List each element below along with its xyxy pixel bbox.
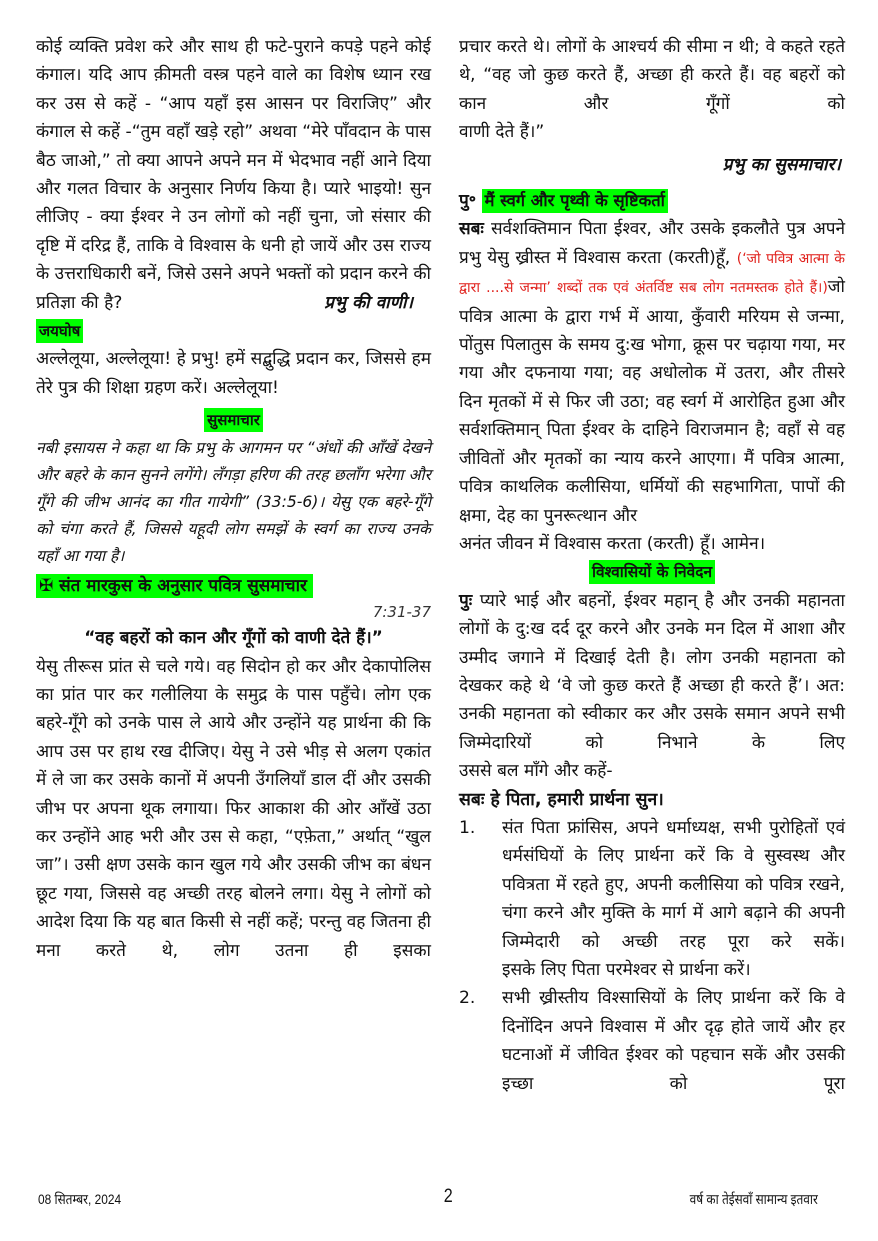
footer-date: 08 सितम्बर, 2024 bbox=[38, 1191, 122, 1207]
prayers-heading-row bbox=[459, 558, 845, 586]
intention-body bbox=[502, 984, 845, 1098]
gospel-continuation: प्रचार करते थे। लोगों के आश्चर्य की सीमा न थी; वे कहते रहते थे, “वह जो कुछ करते हैं, अच्छा ही करते हैं। वह बहरों को कान और गूँगों को bbox=[459, 37, 845, 114]
creed-text-1: सर्वशक्तिमान पिता ईश्वर, और उसके इकलौते पुत्र अपने प्रभु येसु ख्रीस्त में विश्वास करता (करती)हूँ, bbox=[459, 219, 845, 268]
prayers-response: सबः हे पिता, हमारी प्रार्थना सुन। bbox=[459, 789, 664, 810]
intention-text: संत पिता फ्रांसिस, अपने धर्माध्यक्ष, सभी पुरोहितों एवं धर्मसंघियों के लिए प्रार्थना करें कि वे सुस्वस्थ और पवित्रता में रहते हुए, अपनी कलीसिया को पवित्र रखने, चंगा करने और मुक्ति के मार्ग में आगे बढ़ाने की अपनी जिम्मेदारी को अच्छी तरह पूरा करे सकें। bbox=[502, 817, 845, 952]
prayers-intro: प्यारे भाई और बहनों, ईश्वर महान् है और उनकी महानता लोगों के दु:ख दर्द दूर करने और उनके मन दिल में आशा और उम्मीद जगाने में दिखाई देती है। लोग उनकी महानता को देखकर कहे थे ‘वे जो कुछ करते हैं अच्छा ही करते हैं’। अत: उनकी महानता को स्वीकार कर और उसके समान अपने सभी जिम्मेदारियों को निभाने के लिए bbox=[459, 590, 845, 753]
acclamation-heading: जयघोष bbox=[36, 319, 83, 343]
intentions-list bbox=[459, 814, 845, 1098]
gospel-heading-row bbox=[36, 572, 431, 600]
page-footer bbox=[0, 1186, 878, 1214]
creed-paragraph bbox=[459, 215, 845, 529]
creed-heading: मैं स्वर्ग और पृथ्वी के सृष्टिकर्ता bbox=[482, 189, 668, 213]
intention-last-line: इसके लिए पिता परमेश्वर से प्रार्थना करें। bbox=[502, 960, 751, 980]
reading-last-line: प्रतिज्ञा की है? bbox=[36, 292, 123, 313]
acclamation-text: अल्लेलूया, अल्लेलूया! हे प्रभु! हमें सद्बुद्धि प्रदान कर, जिससे हम तेरे पुत्र की शिक्षा ग्रहण करें। अल्लेलूया! bbox=[36, 349, 431, 398]
gospel-reference: 7:31-37 bbox=[372, 603, 431, 622]
gospel-intro-text: नबी इसायस ने कहा था कि प्रभु के आगमन पर “अंधों की आँखें देखने और बहरे के कान सुनने लगेंगे। लँगड़ा हरिण की तरह छलाँग भरेगा और गूँगे की जीभ आनंद का गीत गायेगी” (33:5-6)। येसु एक बहरे-गूँगे को चंगा करते हैं, जिससे यहूदी लोग समझें के स्वर्ग का राज्य उनके यहाँ आ गया है। bbox=[36, 438, 431, 565]
reading-ending-row bbox=[36, 289, 431, 317]
intention-item bbox=[459, 984, 845, 1098]
intention-number: 1. bbox=[459, 817, 476, 838]
gospel-intro-heading-row bbox=[36, 406, 431, 434]
creed-heading-row bbox=[459, 187, 845, 215]
left-column bbox=[36, 33, 431, 965]
creed-rubric: (‘जो पवित्र आत्मा के द्वारा ....से जन्मा’ शब्दों तक एवं अंतर्विष्ट सब लोग नतमस्तक होते हैं।) bbox=[459, 250, 846, 297]
gospel-heading: संत मारकुस के अनुसार पवित्र सुसमाचार bbox=[59, 575, 307, 596]
prayers-priest-label: पुः bbox=[459, 590, 473, 611]
gospel-continuation-last: वाणी देते हैं।” bbox=[459, 122, 545, 143]
gospel-response: प्रभु का सुसमाचार। bbox=[722, 154, 841, 175]
creed-all-label: सबः bbox=[459, 219, 484, 240]
prayers-intro-paragraph bbox=[459, 587, 845, 757]
acclamation-heading-row bbox=[36, 317, 431, 345]
gospel-intro-heading: सुसमाचार bbox=[204, 408, 263, 432]
right-column bbox=[459, 33, 845, 1098]
gospel-title-quote: “वह बहरों को कान और गूँगों को वाणी देते हैं।” bbox=[84, 628, 383, 649]
creed-last-line: अनंत जीवन में विश्वास करता (करती) हूँ। आमेन। bbox=[459, 533, 766, 554]
intention-text: सभी ख्रीस्तीय विश्सासियों के लिए प्रार्थना करें कि वे दिनोंदिन अपने विश्वास में और दृढ़ होते जायें और हर घटनाओं में जीवित ईश्वर को पहचान सकें और उसकी इच्छा को पूरा bbox=[502, 988, 845, 1094]
intention-body bbox=[502, 814, 845, 984]
intention-item bbox=[459, 814, 845, 984]
second-reading-paragraph: कोई व्यक्ति प्रवेश करे और साथ ही फटे-पुराने कपड़े पहने कोई कंगाल। यदि आप क़ीमती वस्त्र पहने वाले का विशेष ध्यान रख कर उस से कहें - “आप यहाँ इस आसन पर विराजिए” और कंगाल से कहें -“तुम वहाँ खड़े रहो” अथवा “मेरे पाँवदान के पास बैठ जाओ,” तो क्या आपने अपने मन में भेदभाव नहीं आने दिया और गलत विचार के अनुसार निर्णय किया है। प्यारे भाइयो! सुन लीजिए - क्या ईश्वर ने उन लोगों को नहीं चुना, जो संसार की दृष्टि में दरिद्र हैं, ताकि वे विश्वास के धनी हो जायें और उस राज्य के उत्तराधिकारी बनें, जिसे उसने अपने भक्तों को प्रदान करने की bbox=[36, 37, 431, 285]
creed-text-2: जो पवित्र आत्मा के द्वारा गर्भ में आया, कुँवारी मरियम से जन्मा, पोंतुस पिलातुस के समय दु:ख भोगा, क्रूस पर चढ़ाया गया, मर गया और दफनाया गया; वह अधोलोक में उतरा, और तीसरे दिन मृतकों में से फिर जी उठा; वह स्वर्ग में आरोहित हुआ और सर्वशक्तिमान् पिता ईश्वर के दाहिने विराजमान है; वहाँ से वह जीवितों और मृतकों का न्याय करने आएगा। मैं पवित्र आत्मा, पवित्र काथलिक कलीसिया, धर्मियों की सहभागिता, पापों की क्षमा, देह का पुनरूत्थान और bbox=[459, 277, 845, 526]
prayers-heading: विश्वासियों के निवेदन bbox=[589, 560, 715, 584]
gospel-heading-banner bbox=[36, 574, 313, 598]
prayers-intro-last: उससे बल माँगे और कहें- bbox=[459, 761, 613, 782]
footer-occasion: वर्ष का तेईसवाँ सामान्य इतवार bbox=[689, 1191, 818, 1207]
page-number: 2 bbox=[443, 1186, 453, 1207]
intention-number: 2. bbox=[459, 988, 476, 1009]
maltese-cross-icon: ✠ bbox=[39, 575, 54, 596]
creed-priest-label: पु॰ bbox=[459, 191, 477, 212]
reading-response: प्रभु की वाणी। bbox=[324, 292, 413, 313]
gospel-text: येसु तीरूस प्रांत से चले गये। वह सिदोन हो कर और देकापोलिस का प्रांत पार कर गलीलिया के समुद्र के पास पहुँचे। लोग एक बहरे-गूँगे को उनके पास ले आये और उन्होंने यह प्रार्थना की कि आप उस पर हाथ रख दीजिए। येसु ने उसे भीड़ से अलग एकांत में ले जा कर उसके कानों में अपनी उँगलियाँ डाल दीं और उसकी जीभ पर अपना थूक लगाया। फिर आकाश की ओर आँखें उठा कर उन्होंने आह भरी और उस से कहा, “एफ़ेता,” अर्थात् “खुल जा”। उसी क्षण उसके कान खुल गये और उसकी जीभ का बंधन छूट गया, जिससे वह अच्छी तरह बोलने लगा। येसु ने लोगों को आदेश दिया कि यह बात किसी से नहीं कहें; परन्तु वह जितना ही मना करते थे, लोग उतना ही इसका bbox=[36, 656, 431, 961]
